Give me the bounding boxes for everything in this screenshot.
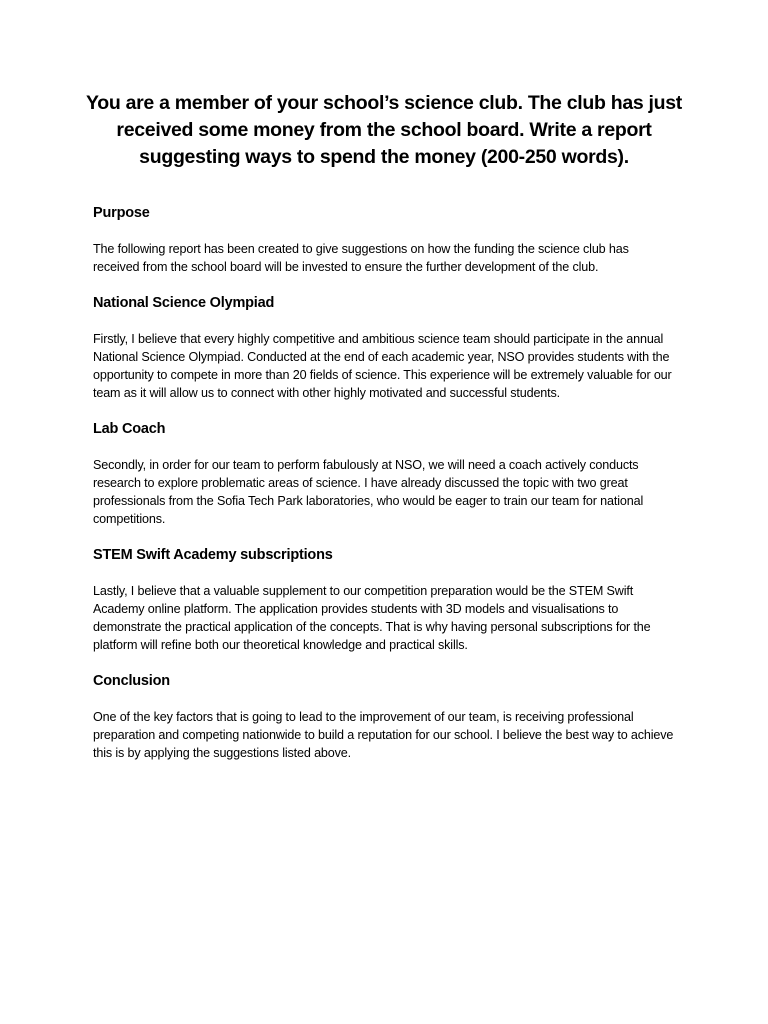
section-paragraph-conclusion: One of the key factors that is going to lead to the improvement of our team, is receiving professional preparation and competing nationwide to build a reputation for our school. I believe the best way to achieve this is by applying the suggestions listed above. [93, 710, 674, 760]
section-paragraph-national-science-olympiad: Firstly, I believe that every highly competitive and ambitious science team should participate in the annual National Science Olympiad. Conducted at the end of each academic year, NSO provides students with the opportunity to compete in more than 20 fields of science. This experience will be extremely valuable for our team as it will allow us to connect with other highly motivated and successful students. [93, 332, 672, 400]
section-heading-purpose: Purpose [93, 205, 150, 221]
section-paragraph-purpose: The following report has been created to give suggestions on how the funding the science club has received from the school board will be invested to ensure the further development of the club. [93, 242, 629, 274]
section-paragraph-stem-swift-academy: Lastly, I believe that a valuable supplement to our competition preparation would be the STEM Swift Academy online platform. The application provides students with 3D models and visualisations to demonstrate the practical application of the concepts. That is why having personal subscriptions for the platform will refine both our theoretical knowledge and practical skills. [93, 584, 651, 652]
section-heading-stem-swift-academy: STEM Swift Academy subscriptions [93, 547, 333, 563]
section-heading-national-science-olympiad: National Science Olympiad [93, 295, 275, 311]
section-paragraph-lab-coach: Secondly, in order for our team to perform fabulously at NSO, we will need a coach actively conducts research to explore problematic areas of science. I have already discussed the topic with two great professionals from the Sofia Tech Park laboratories, who would be eager to train our team for national competitions. [93, 458, 644, 526]
section-heading-conclusion: Conclusion [93, 673, 170, 689]
report-body [93, 203, 678, 762]
page-title: You are a member of your school’s science club. The club has just received some money from the school board. Write a report suggesting ways to spend the money (200-250 words). [85, 92, 682, 168]
section-heading-lab-coach: Lab Coach [93, 421, 166, 437]
